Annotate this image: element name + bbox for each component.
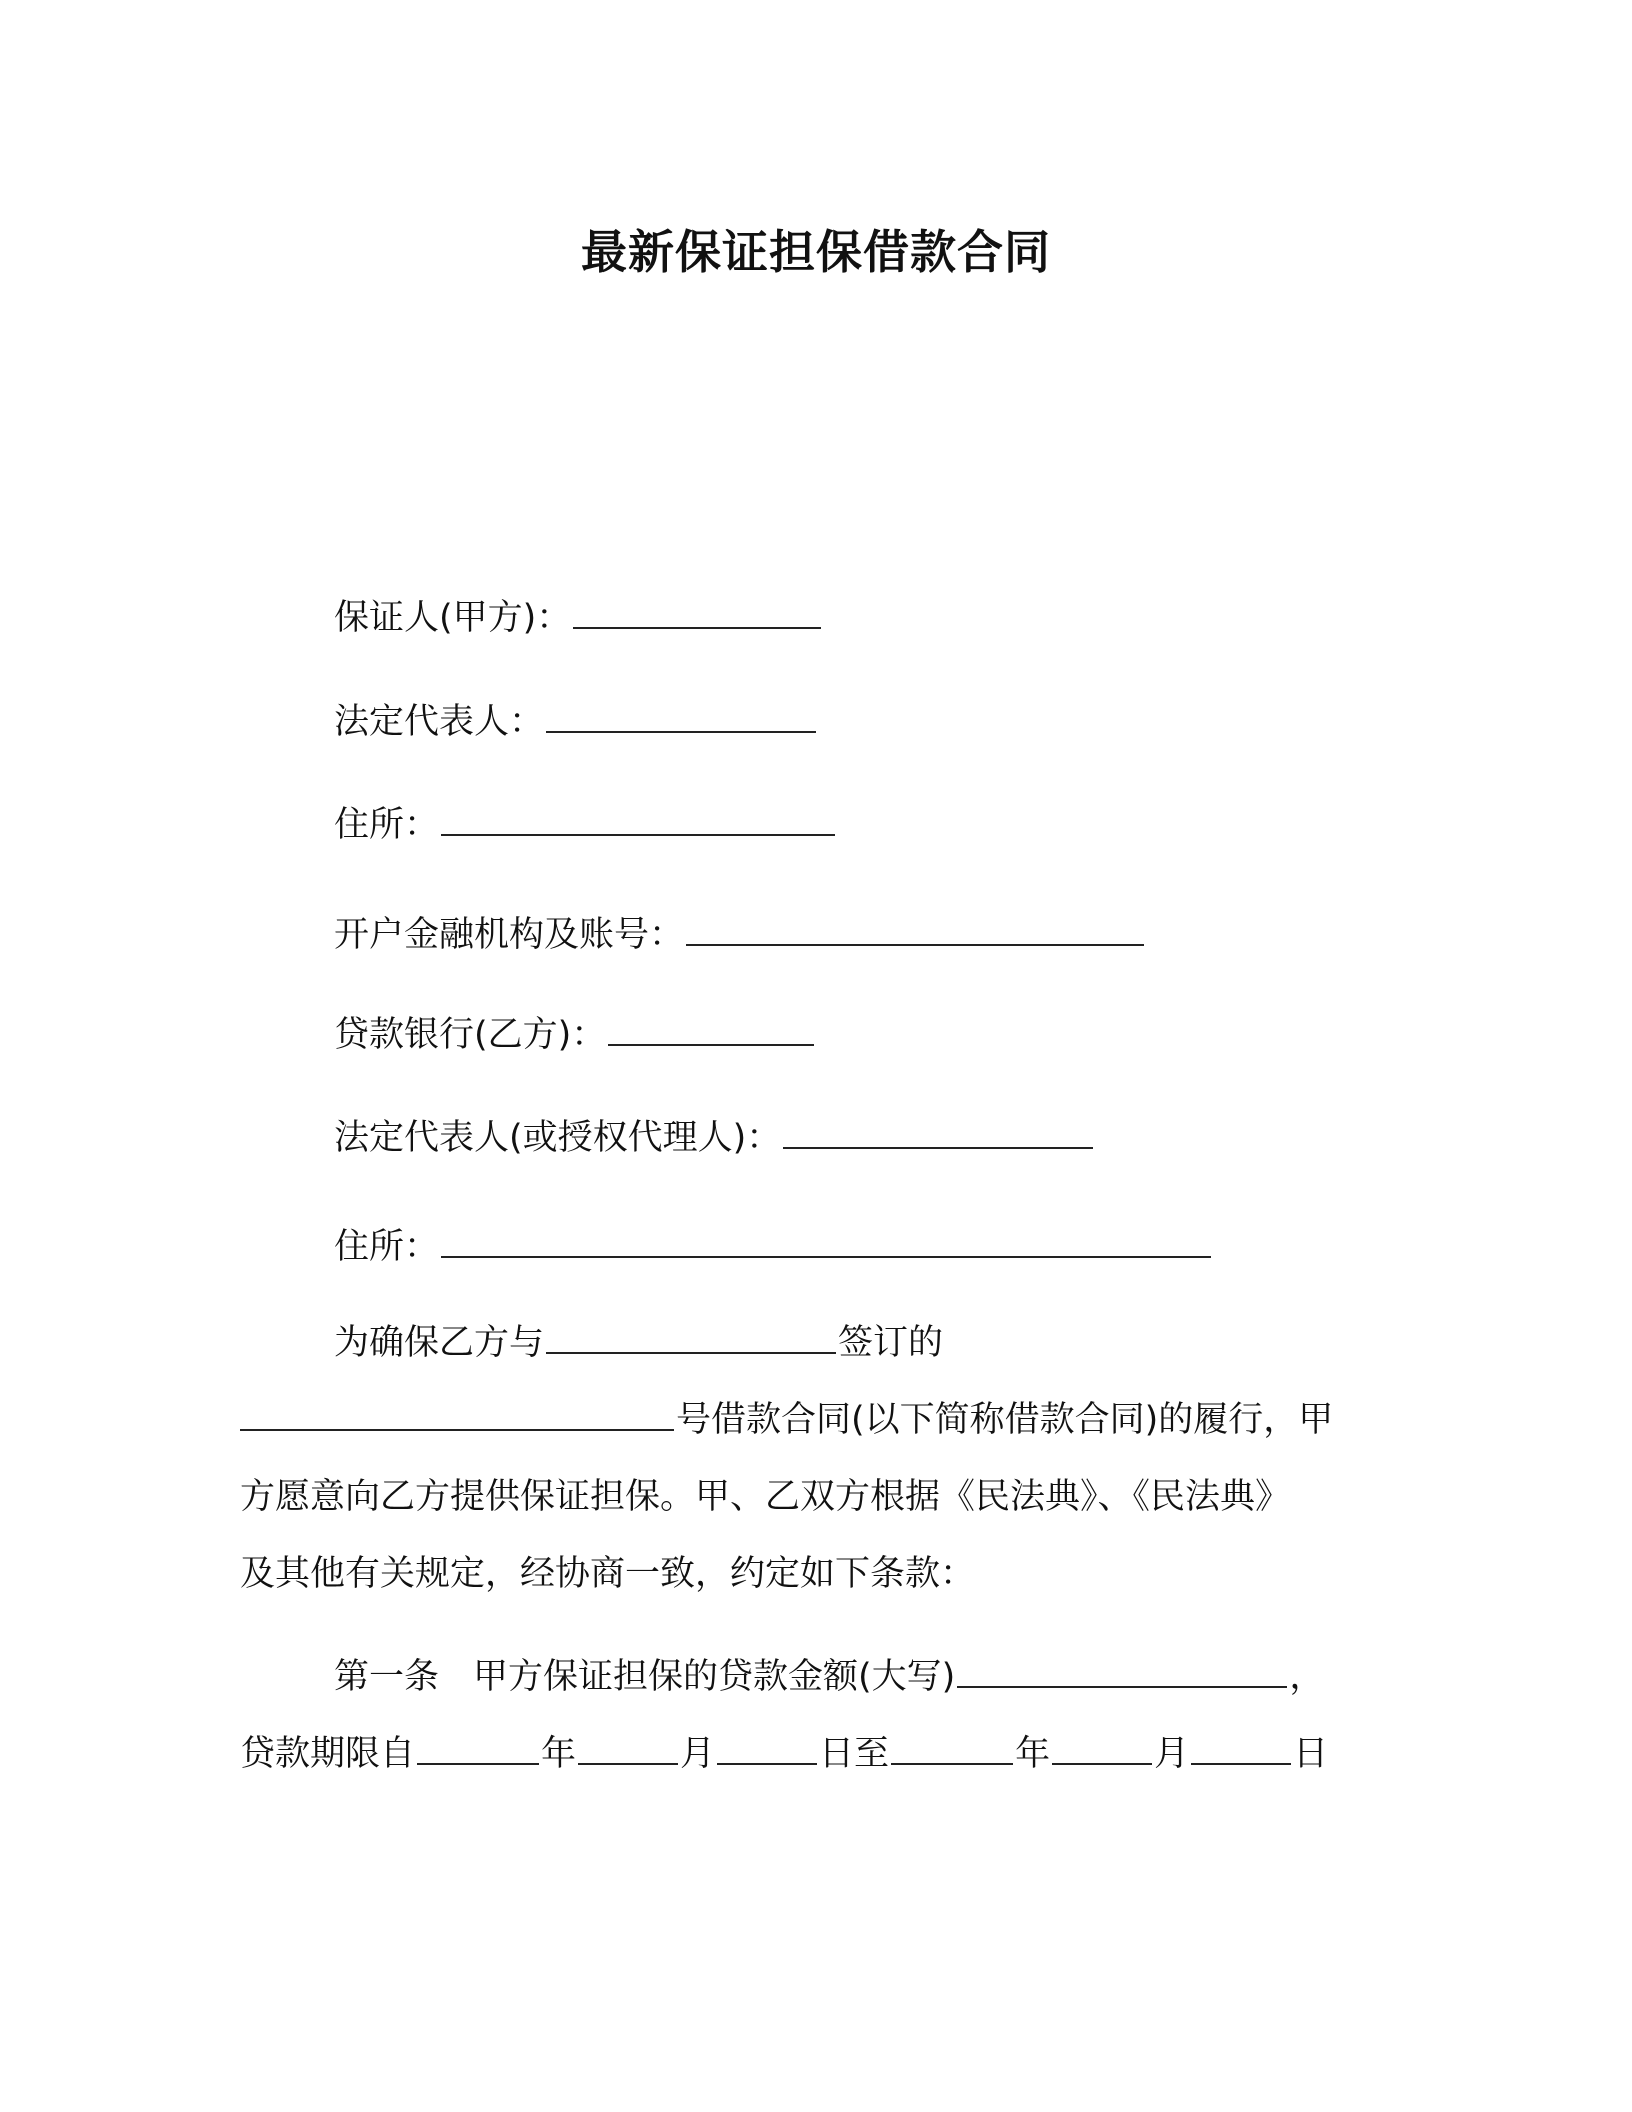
preamble-line-4: 及其他有关规定，经协商一致，约定如下条款： — [240, 1554, 976, 1594]
article-text: ， — [1289, 1657, 1325, 1697]
article-text: 日至 — [819, 1734, 890, 1774]
field-label: 法定代表人： — [334, 702, 545, 742]
fill-blank[interactable] — [417, 1729, 539, 1765]
field-label: 保证人(甲方)： — [334, 598, 572, 638]
field-label: 住所： — [334, 1227, 440, 1267]
preamble-line-2 — [240, 1395, 1333, 1445]
preamble-text: 签订的 — [838, 1323, 944, 1363]
article-text: 贷款期限自 — [240, 1734, 416, 1774]
fill-blank[interactable] — [546, 697, 816, 733]
field-lender-rep — [334, 1113, 1095, 1163]
fill-blank[interactable] — [441, 1222, 1211, 1258]
fill-blank[interactable] — [441, 800, 835, 836]
field-lender — [334, 1010, 816, 1060]
field-label: 住所： — [334, 805, 440, 845]
preamble-line-3: 方愿意向乙方提供保证担保。甲、乙双方根据《民法典》、《民法典》 — [240, 1477, 1291, 1517]
article-text: 年 — [541, 1734, 577, 1774]
preamble-line-1 — [334, 1318, 943, 1368]
field-label: 贷款银行(乙方)： — [334, 1015, 607, 1055]
article-text: 甲方保证担保的贷款金额(大写) — [473, 1657, 956, 1697]
preamble-text: 号借款合同(以下简称借款合同)的履行，甲 — [676, 1400, 1334, 1440]
fill-blank[interactable] — [1052, 1729, 1152, 1765]
fill-blank[interactable] — [891, 1729, 1013, 1765]
article-text: 年 — [1015, 1734, 1051, 1774]
article-1-line-1 — [334, 1652, 1324, 1702]
field-legal-rep — [334, 697, 818, 747]
fill-blank[interactable] — [608, 1010, 814, 1046]
article-text: 月 — [1154, 1734, 1190, 1774]
fill-blank[interactable] — [957, 1652, 1287, 1688]
fill-blank[interactable] — [240, 1395, 674, 1431]
field-address — [334, 800, 837, 850]
field-bank-account — [334, 910, 1146, 960]
field-guarantor — [334, 593, 823, 643]
article-text: 日 — [1293, 1734, 1329, 1774]
fill-blank[interactable] — [1191, 1729, 1291, 1765]
fill-blank[interactable] — [578, 1729, 678, 1765]
article-1-line-2 — [240, 1729, 1328, 1779]
fill-blank[interactable] — [717, 1729, 817, 1765]
field-lender-address — [334, 1222, 1213, 1272]
fill-blank[interactable] — [546, 1318, 836, 1354]
fill-blank[interactable] — [573, 593, 821, 629]
fill-blank[interactable] — [686, 910, 1144, 946]
fill-blank[interactable] — [783, 1113, 1093, 1149]
article-text: 月 — [680, 1734, 716, 1774]
article-number: 第一条 — [334, 1657, 440, 1697]
preamble-text: 为确保乙方与 — [334, 1323, 545, 1363]
field-label: 法定代表人(或授权代理人)： — [334, 1118, 782, 1158]
field-label: 开户金融机构及账号： — [334, 915, 685, 955]
document-title: 最新保证担保借款合同 — [581, 225, 1051, 279]
